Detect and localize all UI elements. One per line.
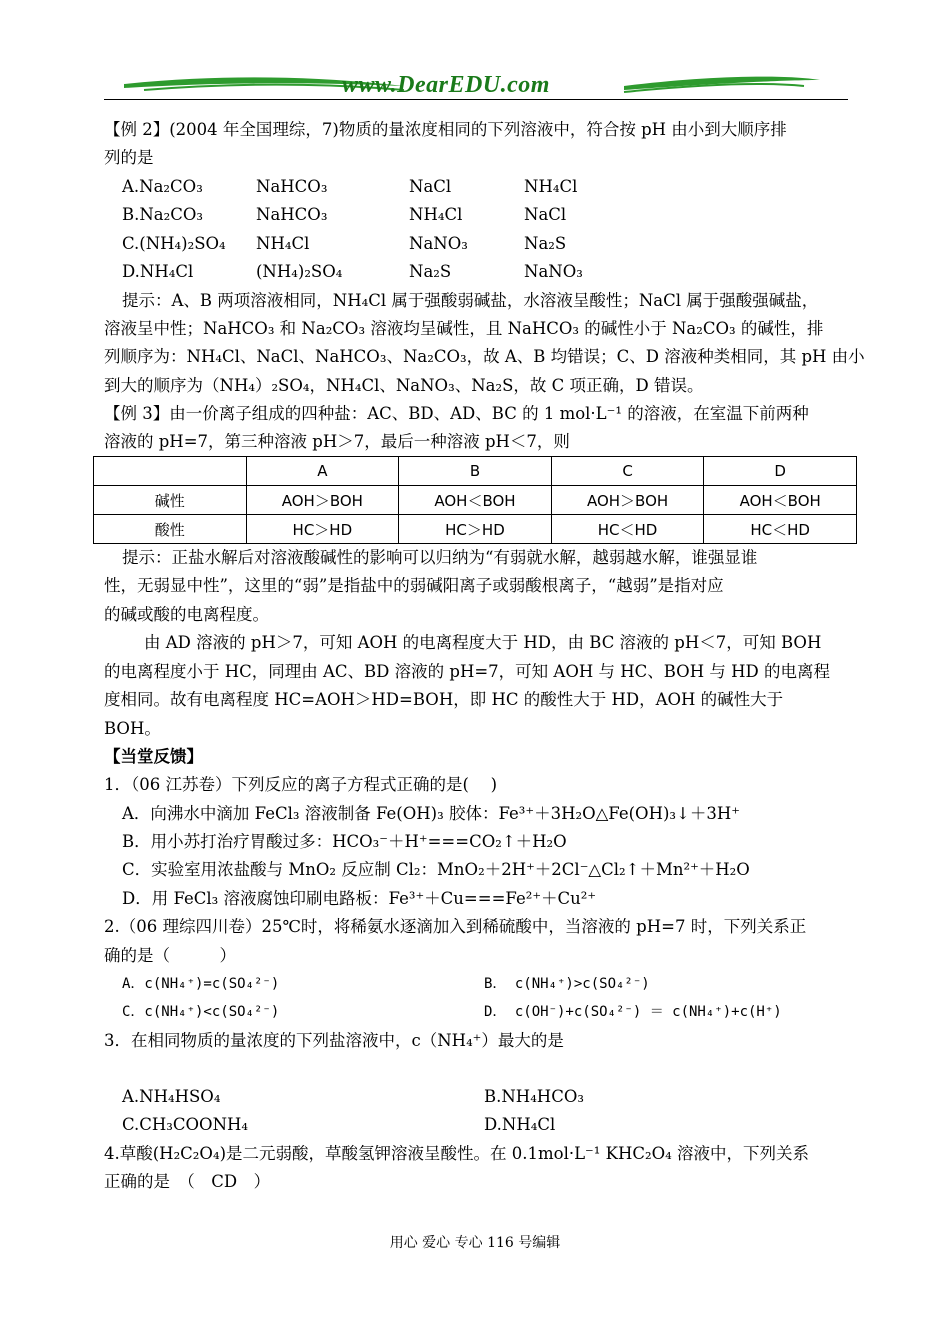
ex2-opt-d-4: NaNO₃ bbox=[524, 262, 583, 281]
table-header-cell: C bbox=[551, 457, 704, 486]
ex2-opt-d-3: Na₂S bbox=[409, 262, 452, 281]
logo-text: www.DearEDU.com bbox=[342, 72, 550, 98]
ex2-opt-a-2: NaHCO₃ bbox=[256, 177, 328, 196]
table-header-row bbox=[94, 457, 857, 486]
ex2-hint-2: 溶液呈中性；NaHCO₃ 和 Na₂CO₃ 溶液均呈碱性，且 NaHCO₃ 的碱性小于 Na₂CO₃ 的碱性，排 bbox=[104, 319, 824, 338]
table-row bbox=[94, 486, 857, 515]
ex2-opt-c-2: NH₄Cl bbox=[256, 234, 310, 253]
ex2-opt-a-4: NH₄Cl bbox=[524, 177, 578, 196]
page-footer: 用心 爱心 专心 116 号编辑 bbox=[389, 1235, 561, 1251]
ex3-analysis-2: 的电离程度小于 HC，同理由 AC、BD 溶液的 pH=7，可知 AOH 与 HC、BOH 与 HD 的电离程 bbox=[104, 662, 830, 681]
table-cell: HC＞HD bbox=[399, 515, 552, 544]
ex3-hint-3: 的碱或酸的电离程度。 bbox=[104, 605, 269, 624]
table-header-cell: A bbox=[246, 457, 399, 486]
ex3-table bbox=[93, 456, 857, 544]
q3-stem: 3．在相同物质的量浓度的下列盐溶液中，c（NH₄⁺）最大的是 bbox=[104, 1031, 564, 1050]
ex2-opt-b-1: B.Na₂CO₃ bbox=[122, 205, 204, 224]
table-header-cell: D bbox=[704, 457, 857, 486]
ex2-opt-d-1: D.NH₄Cl bbox=[122, 262, 194, 281]
ex2-hint-1: 提示：A、B 两项溶液相同，NH₄Cl 属于强酸弱碱盐，水溶液呈酸性；NaCl 属于强酸强碱盐， bbox=[122, 291, 819, 310]
ex3-analysis-3: 度相同。故有电离程度 HC=AOH＞HD=BOH，即 HC 的酸性大于 HD，AOH 的碱性大于 bbox=[104, 690, 784, 709]
ex2-opt-c-1: C.(NH₄)₂SO₄ bbox=[122, 234, 226, 253]
ex2-opt-d-2: (NH₄)₂SO₄ bbox=[256, 262, 343, 281]
q1-option-d: D．用 FeCl₃ 溶液腐蚀印刷电路板：Fe³⁺＋Cu===Fe²⁺＋Cu²⁺ bbox=[122, 889, 597, 908]
table-cell: HC＜HD bbox=[551, 515, 704, 544]
table-cell: 碱性 bbox=[94, 486, 247, 515]
table-cell: HC＞HD bbox=[246, 515, 399, 544]
ex2-intro-1: 【例 2】(2004 年全国理综，7)物质的量浓度相同的下列溶液中，符合按 pH 由小到大顺序排 bbox=[104, 120, 787, 139]
q2-option-d: D． c(OH⁻)+c(SO₄²⁻) ＝ c(NH₄⁺)+c(H⁺) bbox=[484, 1004, 782, 1020]
ex2-opt-c-4: Na₂S bbox=[524, 234, 567, 253]
q2-option-b: B． c(NH₄⁺)>c(SO₄²⁻) bbox=[484, 976, 650, 992]
table-cell: AOH＞BOH bbox=[246, 486, 399, 515]
header-rule bbox=[104, 99, 848, 100]
feedback-title: 【当堂反馈】 bbox=[104, 747, 203, 766]
ex3-hint-2: 性，无弱显中性”，这里的“弱”是指盐中的弱碱阳离子或弱酸根离子，“越弱”是指对应 bbox=[104, 576, 724, 595]
table-cell: 酸性 bbox=[94, 515, 247, 544]
q3-option-d: D.NH₄Cl bbox=[484, 1115, 556, 1134]
q3-option-c: C.CH₃COONH₄ bbox=[122, 1115, 249, 1134]
ex2-opt-b-2: NaHCO₃ bbox=[256, 205, 328, 224]
q1-option-a: A．向沸水中滴加 FeCl₃ 溶液制备 Fe(OH)₃ 胶体：Fe³⁺＋3H₂O△Fe(OH)₃↓＋3H⁺ bbox=[122, 804, 740, 823]
q4-stem-2: 正确的是 （ CD ） bbox=[104, 1172, 271, 1191]
q2-option-c: C．c(NH₄⁺)<c(SO₄²⁻) bbox=[122, 1004, 280, 1020]
table-cell: AOH＜BOH bbox=[704, 486, 857, 515]
ex2-opt-b-4: NaCl bbox=[524, 205, 567, 224]
q4-stem-1: 4.草酸(H₂C₂O₄)是二元弱酸，草酸氢钾溶液呈酸性。在 0.1mol·L⁻¹ KHC₂O₄ 溶液中，下列关系 bbox=[104, 1144, 809, 1163]
q1-stem: 1．（06 江苏卷）下列反应的离子方程式正确的是( ) bbox=[104, 775, 498, 794]
ex2-hint-3: 列顺序为：NH₄Cl、NaCl、NaHCO₃、Na₂CO₃，故 A、B 均错误；C、D 溶液种类相同，其 pH 由小 bbox=[104, 347, 865, 366]
ex3-intro-2: 溶液的 pH=7，第三种溶液 pH＞7，最后一种溶液 pH＜7，则 bbox=[104, 432, 570, 451]
ex3-intro-1: 【例 3】由一价离子组成的四种盐：AC、BD、AD、BC 的 1 mol·L⁻¹ 的溶液，在室温下前两种 bbox=[104, 404, 809, 423]
table-cell: AOH＜BOH bbox=[399, 486, 552, 515]
ex2-opt-c-3: NaNO₃ bbox=[409, 234, 468, 253]
ex2-opt-a-1: A.Na₂CO₃ bbox=[122, 177, 203, 196]
q1-option-b: B．用小苏打治疗胃酸过多：HCO₃⁻＋H⁺===CO₂↑＋H₂O bbox=[122, 832, 567, 851]
q2-stem-1: 2.（06 理综四川卷）25℃时，将稀氨水逐滴加入到稀硫酸中，当溶液的 pH=7 时，下列关系正 bbox=[104, 917, 807, 936]
ex3-analysis-4: BOH。 bbox=[104, 719, 161, 738]
ex3-hint-1: 提示：正盐水解后对溶液酸碱性的影响可以归纳为“有弱就水解，越弱越水解，谁强显谁 bbox=[122, 548, 758, 567]
table-cell: HC＜HD bbox=[704, 515, 857, 544]
q3-option-b: B.NH₄HCO₃ bbox=[484, 1087, 584, 1106]
q1-option-c: C．实验室用浓盐酸与 MnO₂ 反应制 Cl₂：MnO₂＋2H⁺＋2Cl⁻△Cl₂↑＋Mn²⁺＋H₂O bbox=[122, 860, 750, 879]
ex2-hint-4: 到大的顺序为（NH₄）₂SO₄，NH₄Cl、NaNO₃、Na₂S，故 C 项正确，D 错误。 bbox=[104, 376, 704, 395]
ex2-opt-b-3: NH₄Cl bbox=[409, 205, 463, 224]
q2-option-a: A．c(NH₄⁺)=c(SO₄²⁻) bbox=[122, 976, 280, 992]
table-header-cell bbox=[94, 457, 247, 486]
table-row bbox=[94, 515, 857, 544]
ex3-analysis-1: 由 AD 溶液的 pH＞7，可知 AOH 的电离程度大于 HD，由 BC 溶液的 pH＜7，可知 BOH bbox=[144, 633, 822, 652]
ex2-intro-2: 列的是 bbox=[104, 148, 154, 167]
q3-option-a: A.NH₄HSO₄ bbox=[122, 1087, 221, 1106]
table-cell: AOH＞BOH bbox=[551, 486, 704, 515]
table-header-cell: B bbox=[399, 457, 552, 486]
ex2-opt-a-3: NaCl bbox=[409, 177, 452, 196]
q2-stem-2: 确的是（ ） bbox=[104, 946, 236, 965]
